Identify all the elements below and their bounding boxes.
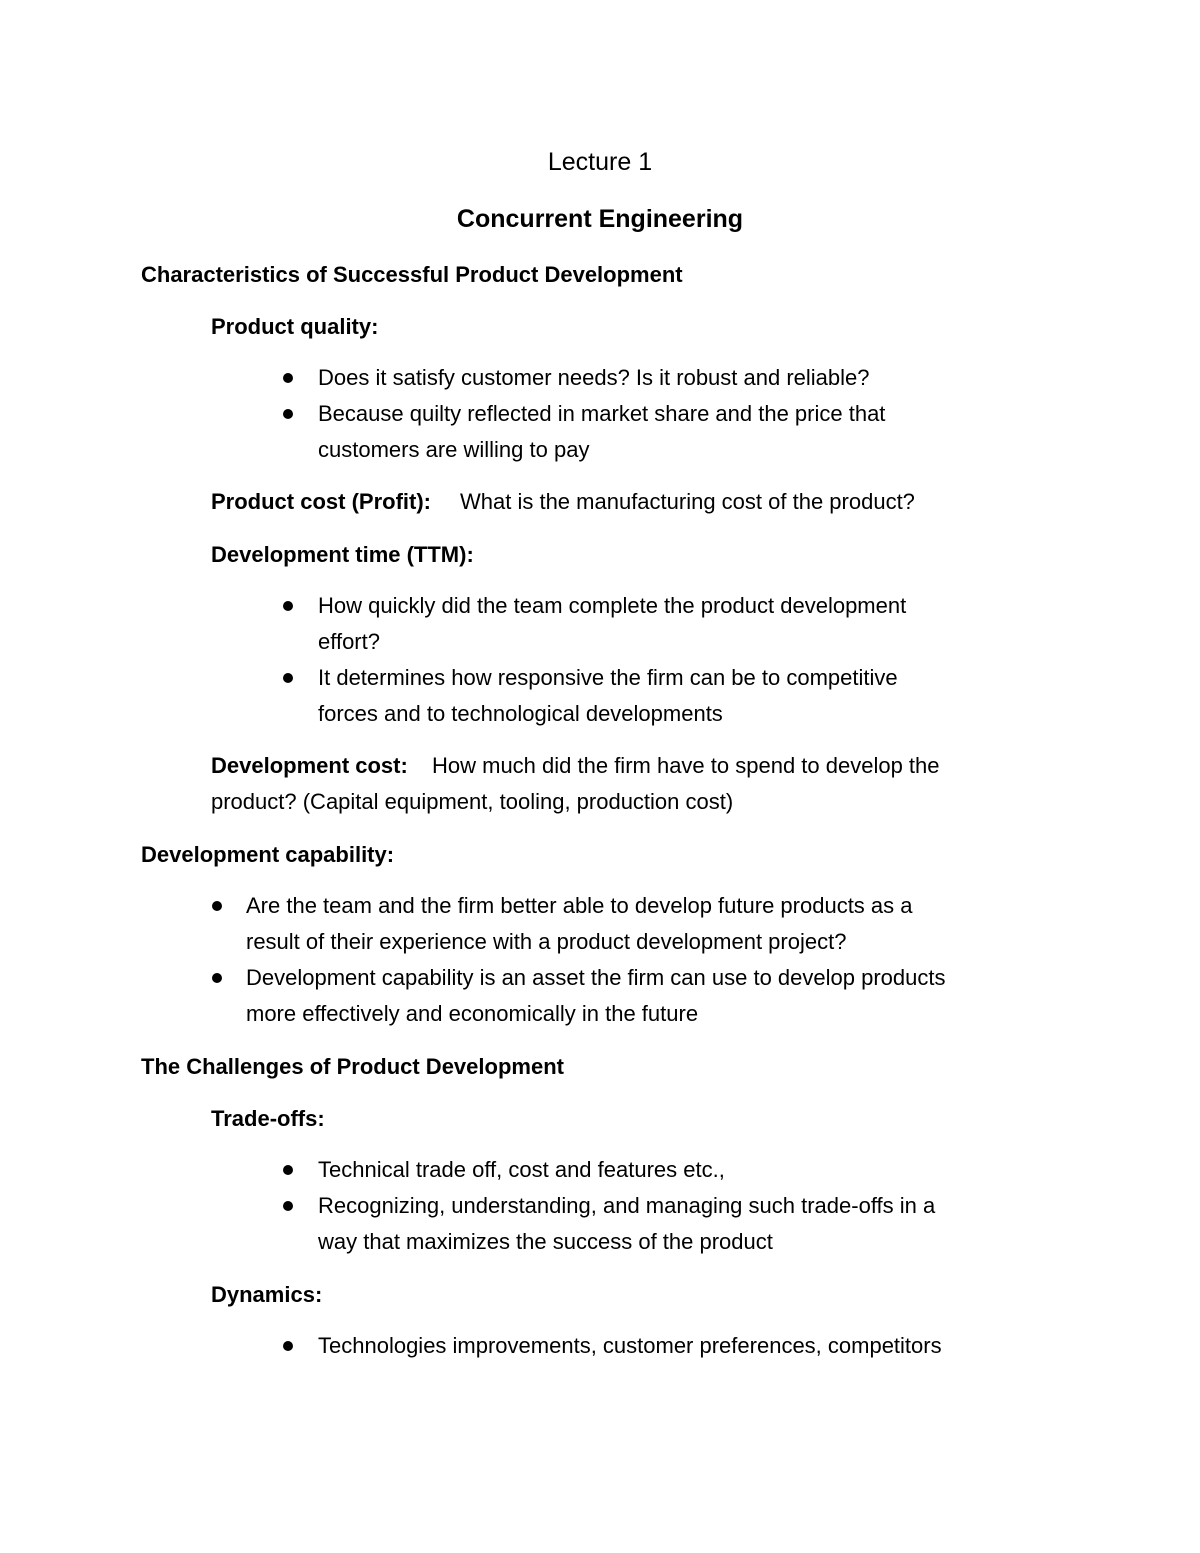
tradeoffs-bullet-1: Technical trade off, cost and features etc.,	[318, 1157, 725, 1182]
bullet-icon	[283, 1201, 293, 1211]
tradeoffs-heading: Trade-offs:	[211, 1106, 325, 1131]
quality-bullet-2-cont: customers are willing to pay	[318, 437, 590, 462]
capability-bullet-1: Are the team and the firm better able to develop future products as a	[246, 893, 913, 918]
product-cost-text: What is the manufacturing cost of the product?	[460, 489, 915, 514]
tradeoffs-bullet-2-cont: way that maximizes the success of the product	[318, 1229, 773, 1254]
development-time-heading: Development time (TTM):	[211, 542, 474, 567]
document-subtitle: Concurrent Engineering	[456, 205, 744, 233]
dynamics-heading: Dynamics:	[211, 1282, 323, 1307]
section-heading-characteristics: Characteristics of Successful Product Development	[141, 262, 683, 287]
bullet-icon	[212, 901, 222, 911]
bullet-icon	[283, 601, 293, 611]
capability-bullet-2: Development capability is an asset the firm can use to develop products	[246, 965, 946, 990]
bullet-icon	[283, 1165, 293, 1175]
bullet-icon	[283, 1341, 293, 1351]
development-cost-text-1: How much did the firm have to spend to develop the	[432, 753, 940, 778]
development-cost-text-2: product? (Capital equipment, tooling, production cost)	[211, 789, 734, 814]
time-bullet-1: How quickly did the team complete the product development	[318, 593, 907, 618]
product-cost-heading: Product cost (Profit):	[211, 489, 431, 514]
lecture-title: Lecture 1	[547, 148, 653, 176]
quality-bullet-2: Because quilty reflected in market share and the price that	[318, 401, 886, 426]
development-capability-heading: Development capability:	[141, 842, 395, 867]
bullet-icon	[283, 373, 293, 383]
capability-bullet-2-cont: more effectively and economically in the future	[246, 1001, 699, 1026]
tradeoffs-bullet-2: Recognizing, understanding, and managing such trade-offs in a	[318, 1193, 936, 1218]
section-heading-challenges: The Challenges of Product Development	[141, 1054, 564, 1079]
bullet-icon	[283, 409, 293, 419]
product-quality-heading: Product quality:	[211, 314, 379, 339]
time-bullet-2: It determines how responsive the firm can be to competitive	[318, 665, 898, 690]
time-bullet-2-cont: forces and to technological developments	[318, 701, 723, 726]
capability-bullet-1-cont: result of their experience with a product development project?	[246, 929, 847, 954]
quality-bullet-1: Does it satisfy customer needs? Is it robust and reliable?	[318, 365, 870, 390]
bullet-icon	[212, 973, 222, 983]
development-cost-heading: Development cost:	[211, 753, 408, 778]
time-bullet-1-cont: effort?	[318, 629, 380, 654]
dynamics-bullet-1: Technologies improvements, customer preferences, competitors	[318, 1333, 942, 1358]
bullet-icon	[283, 673, 293, 683]
